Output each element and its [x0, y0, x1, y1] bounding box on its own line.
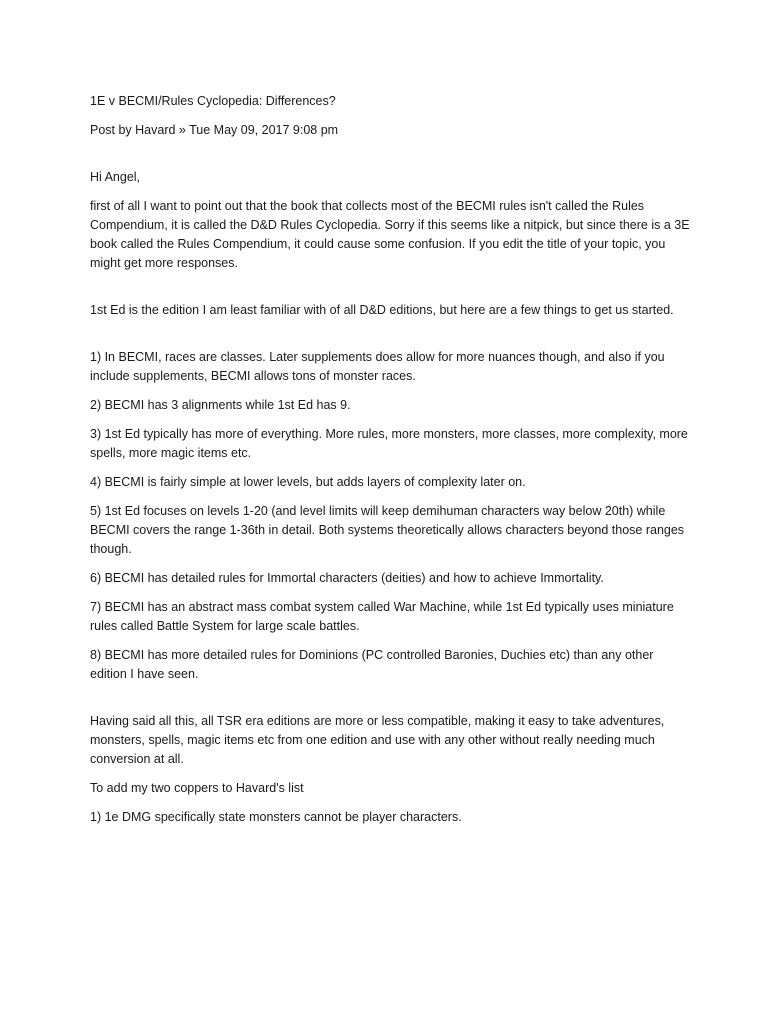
list-item: 3) 1st Ed typically has more of everything. More rules, more monsters, more classes, more complexity, more spells, more magic items etc. — [90, 427, 688, 460]
intro-paragraph: first of all I want to point out that the book that collects most of the BECMI rules isn't called the Rules Compendium, it is called the D&D Rules Cyclopedia. Sorry if this seems like a nitpick, but since there is a 3E book called the Rules Compendium, it could cause some confusion. If you edit the title of your topic, you might get more responses. — [90, 199, 690, 270]
greeting: Hi Angel, — [90, 170, 141, 184]
list-item: 6) BECMI has detailed rules for Immortal characters (deities) and how to achieve Immortality. — [90, 571, 604, 585]
list-item: 5) 1st Ed focuses on levels 1-20 (and level limits will keep demihuman characters way below 20th) while BECMI covers the range 1-36th in detail. Both systems theoretically allows characters beyond those ranges though. — [90, 504, 685, 556]
post-title: 1E v BECMI/Rules Cyclopedia: Differences? — [90, 94, 336, 108]
document-page — [90, 92, 690, 827]
list-item: 8) BECMI has more detailed rules for Dominions (PC controlled Baronies, Duchies etc) than any other edition I have seen. — [90, 648, 654, 681]
lead-paragraph: 1st Ed is the edition I am least familiar with of all D&D editions, but here are a few things to get us started. — [90, 303, 674, 317]
list-item: 1) 1e DMG specifically state monsters cannot be player characters. — [90, 810, 462, 824]
list-item: 7) BECMI has an abstract mass combat system called War Machine, while 1st Ed typically uses miniature rules called Battle System for large scale battles. — [90, 600, 674, 633]
post-byline: Post by Havard » Tue May 09, 2017 9:08 pm — [90, 123, 339, 137]
closing-paragraph: Having said all this, all TSR era editions are more or less compatible, making it easy to take adventures, monsters, spells, magic items etc from one edition and use with any other without really needing much conversion at all. — [90, 714, 665, 766]
list-item: 4) BECMI is fairly simple at lower levels, but adds layers of complexity later on. — [90, 475, 526, 489]
list-item: 1) In BECMI, races are classes. Later supplements does allow for more nuances though, and also if you include supplements, BECMI allows tons of monster races. — [90, 350, 665, 383]
list-item: 2) BECMI has 3 alignments while 1st Ed has 9. — [90, 398, 351, 412]
reply-intro: To add my two coppers to Havard's list — [90, 781, 304, 795]
